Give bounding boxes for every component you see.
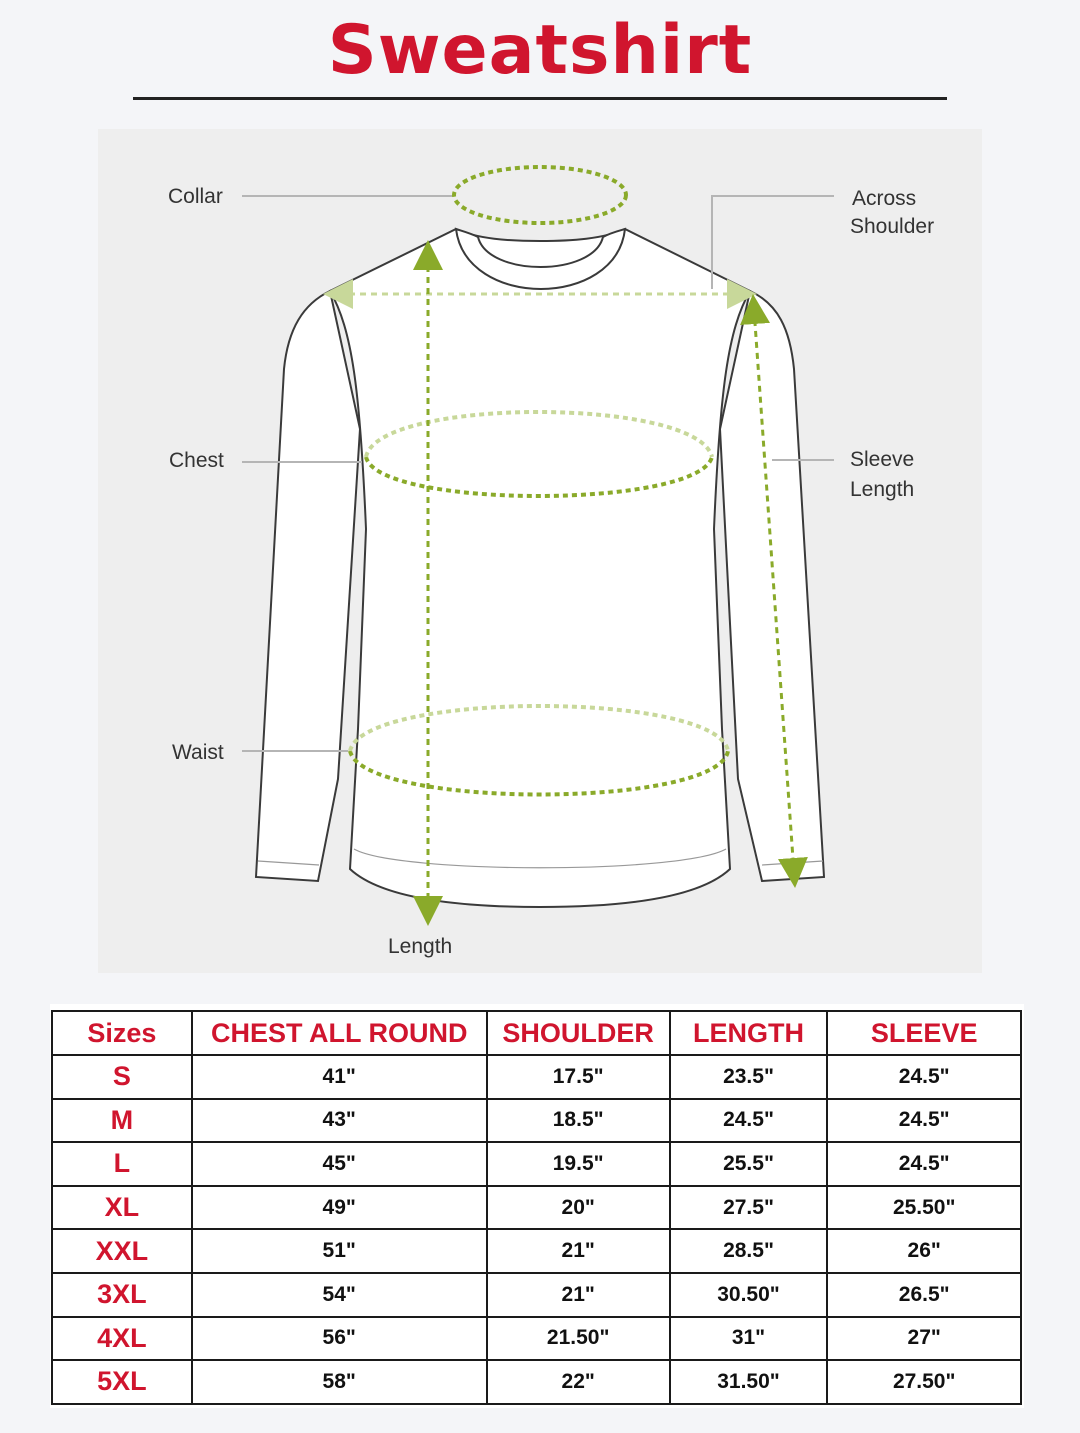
shoulder-cell: 22" <box>487 1360 670 1404</box>
sleeve-cell: 24.5" <box>827 1142 1021 1186</box>
header-sleeve: SLEEVE <box>827 1011 1021 1055</box>
sleeve-cell: 25.50" <box>827 1186 1021 1230</box>
sleeve-cell: 26" <box>827 1229 1021 1273</box>
size-cell: S <box>52 1055 192 1099</box>
size-chart-table <box>51 1010 1022 1405</box>
collar-measure <box>454 167 626 223</box>
sleeve-cell: 26.5" <box>827 1273 1021 1317</box>
table-row <box>52 1186 1021 1230</box>
length-label: Length <box>388 935 453 958</box>
length-cell: 28.5" <box>670 1229 828 1273</box>
table-row <box>52 1229 1021 1273</box>
table-header-row <box>52 1011 1021 1055</box>
chest-cell: 51" <box>192 1229 487 1273</box>
length-cell: 30.50" <box>670 1273 828 1317</box>
across-shoulder-label-2: Shoulder <box>850 215 935 238</box>
collar-label: Collar <box>168 185 223 208</box>
sleeve-cell: 27.50" <box>827 1360 1021 1404</box>
table-row <box>52 1099 1021 1143</box>
sleeve-cell: 24.5" <box>827 1055 1021 1099</box>
waist-label: Waist <box>172 741 224 764</box>
shoulder-cell: 20" <box>487 1186 670 1230</box>
chest-cell: 58" <box>192 1360 487 1404</box>
length-cell: 31" <box>670 1317 828 1361</box>
chest-cell: 43" <box>192 1099 487 1143</box>
page-title: Sweatshirt <box>327 11 753 90</box>
size-chart-container <box>50 1004 1024 1408</box>
length-cell: 27.5" <box>670 1186 828 1230</box>
size-cell: 3XL <box>52 1273 192 1317</box>
header-length: LENGTH <box>670 1011 828 1055</box>
length-cell: 24.5" <box>670 1099 828 1143</box>
sleeve-cell: 24.5" <box>827 1099 1021 1143</box>
shoulder-cell: 17.5" <box>487 1055 670 1099</box>
header-chest-all-round: CHEST ALL ROUND <box>192 1011 487 1055</box>
chest-cell: 41" <box>192 1055 487 1099</box>
header-shoulder: SHOULDER <box>487 1011 670 1055</box>
header-sizes: Sizes <box>52 1011 192 1055</box>
size-cell: 5XL <box>52 1360 192 1404</box>
size-cell: 4XL <box>52 1317 192 1361</box>
across-shoulder-leader <box>712 196 834 289</box>
table-row <box>52 1273 1021 1317</box>
shoulder-cell: 19.5" <box>487 1142 670 1186</box>
sleeve-length-label-2: Length <box>850 478 915 501</box>
sweatshirt-outline <box>256 229 824 907</box>
length-cell: 25.5" <box>670 1142 828 1186</box>
shoulder-cell: 18.5" <box>487 1099 670 1143</box>
chest-cell: 49" <box>192 1186 487 1230</box>
table-row <box>52 1142 1021 1186</box>
size-cell: L <box>52 1142 192 1186</box>
table-row <box>52 1055 1021 1099</box>
table-row <box>52 1360 1021 1404</box>
length-cell: 23.5" <box>670 1055 828 1099</box>
across-shoulder-label-1: Across <box>852 187 917 210</box>
size-cell: XL <box>52 1186 192 1230</box>
sleeve-cell: 27" <box>827 1317 1021 1361</box>
title-divider <box>133 97 947 100</box>
sweatshirt-diagram <box>98 129 982 973</box>
shoulder-cell: 21" <box>487 1229 670 1273</box>
chest-cell: 54" <box>192 1273 487 1317</box>
length-cell: 31.50" <box>670 1360 828 1404</box>
chest-cell: 56" <box>192 1317 487 1361</box>
sleeve-length-label-1: Sleeve <box>850 448 915 471</box>
shoulder-cell: 21" <box>487 1273 670 1317</box>
shoulder-cell: 21.50" <box>487 1317 670 1361</box>
chest-label: Chest <box>169 449 224 472</box>
size-cell: XXL <box>52 1229 192 1273</box>
chest-cell: 45" <box>192 1142 487 1186</box>
table-row <box>52 1317 1021 1361</box>
size-cell: M <box>52 1099 192 1143</box>
